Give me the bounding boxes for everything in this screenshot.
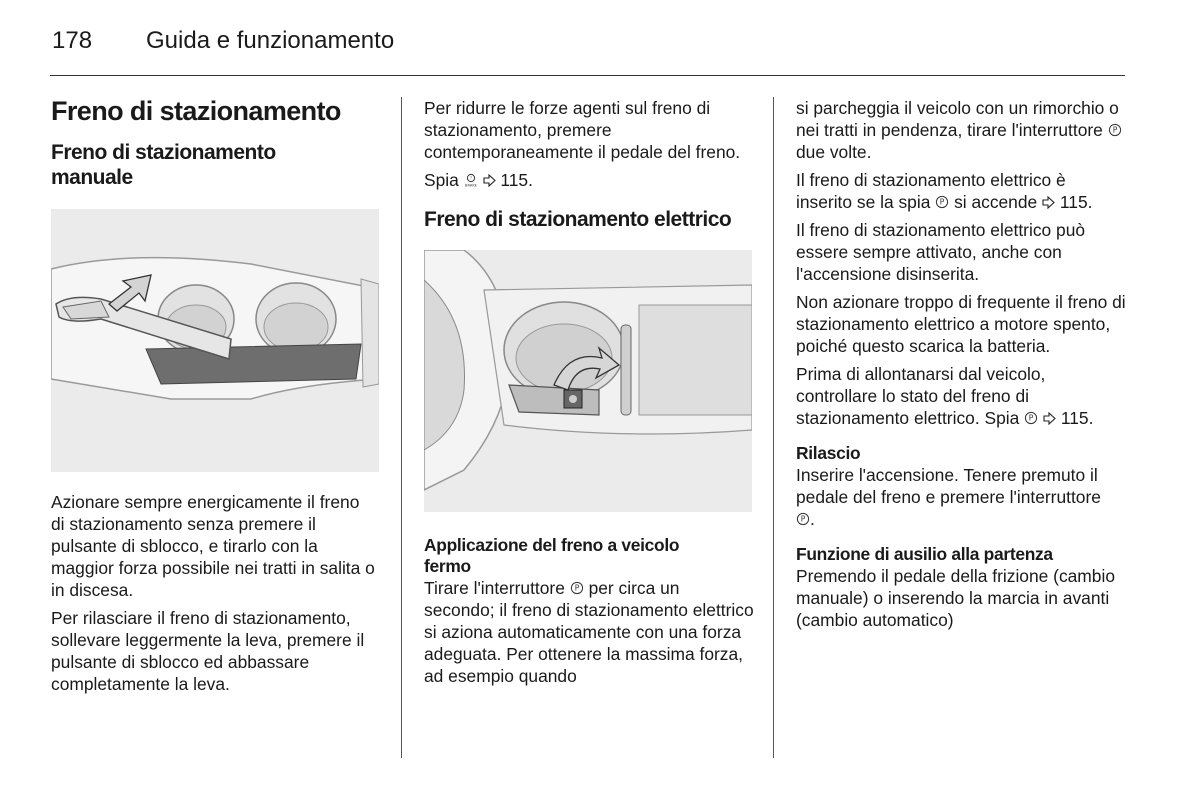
- text-segment: Prima di allontanarsi dal veicolo, controllare lo stato del freno di stazionamento elettrico. Spia: [796, 364, 1046, 428]
- reference-arrow-icon: [1042, 196, 1055, 209]
- paragraph-reduce-forces: Per ridurre le forze agenti sul freno di stazionamento, premere contemporaneamente il pedale del freno.: [424, 98, 741, 162]
- paragraph-engaged: [796, 169, 1096, 213]
- spia-label: Spia: [424, 170, 459, 190]
- column-divider-2: [773, 97, 774, 758]
- paragraph-trailer: [796, 97, 1126, 163]
- text-segment: due volte.: [796, 142, 872, 162]
- subheading-manual-parking-brake: Freno di stazionamento manuale: [51, 141, 276, 189]
- reference-arrow-icon: [1043, 412, 1056, 425]
- brake-warning-icon: [464, 173, 478, 187]
- text-segment: .: [810, 509, 815, 529]
- electric-parking-brake-illustration: [424, 250, 752, 512]
- column-1-body: [51, 491, 386, 701]
- parking-brake-p-icon: [570, 581, 584, 595]
- column-3: [796, 97, 1131, 637]
- text-segment: Il freno di stazionamento elettrico è inserito se la spia: [796, 170, 1066, 212]
- column-2: [424, 97, 759, 232]
- section-heading-parking-brake: Freno di stazionamento: [51, 96, 341, 126]
- paragraph-battery-warning: Non azionare troppo di frequente il freno di stazionamento elettrico a motore spento, poiché questo scarica la batteria.: [796, 292, 1126, 356]
- paragraph-always-active: Il freno di stazionamento elettrico può essere sempre attivato, anche con l'accensione disinserita.: [796, 220, 1086, 284]
- paragraph-release-electric: [796, 464, 1106, 530]
- paragraph-apply-manual: Azionare sempre energicamente il freno di stazionamento senza premere il pulsante di sblocco, e tirarlo con la maggior forza possibile nei tratti in salita o in discesa.: [51, 492, 375, 600]
- reference-arrow-icon: [483, 174, 496, 187]
- page-number: 178: [52, 27, 93, 54]
- column-1: [51, 95, 386, 190]
- paragraph-check-status: [796, 363, 1126, 429]
- subheading-start-assist: Funzione di ausilio alla partenza: [796, 544, 1053, 564]
- manual-parking-brake-illustration: [51, 209, 379, 472]
- header-rule: [50, 75, 1125, 76]
- subheading-apply-stationary: Applicazione del freno a veicolo fermo: [424, 535, 680, 576]
- text-segment: si accende: [954, 192, 1038, 212]
- column-divider-1: [401, 97, 402, 758]
- svg-text:BRAKE: BRAKE: [464, 183, 477, 187]
- spia-reference: 115.: [500, 170, 533, 190]
- paragraph-apply-electric: [424, 577, 754, 687]
- text-segment: per circa un secondo; il freno di stazionamento elettrico si aziona automaticamente con una forza adeguata. Per ottenere la massima forza, ad esempio quando: [424, 578, 754, 686]
- reference-text: 115.: [1059, 192, 1093, 212]
- svg-text:P: P: [800, 514, 806, 524]
- page-header-title: Guida e funzionamento: [146, 27, 395, 54]
- parking-brake-p-icon: [1108, 123, 1122, 137]
- heading-electric-parking-brake: Freno di stazionamento elettrico: [424, 208, 732, 231]
- text-segment: Tirare l'interruttore: [424, 578, 565, 598]
- column-2-body: [424, 535, 759, 693]
- paragraph-release-manual: Per rilasciare il freno di stazionamento, sollevare leggermente la leva, premere il pulsante di sblocco ed abbassare completamente la leva.: [51, 608, 365, 694]
- subheading-release: Rilascio: [796, 443, 861, 463]
- svg-text:P: P: [1112, 125, 1117, 135]
- svg-text:!: !: [469, 176, 472, 182]
- paragraph-spia-1: [424, 169, 759, 191]
- svg-text:P: P: [939, 197, 945, 207]
- text-segment: si parcheggia il veicolo con un rimorchio o nei tratti in pendenza, tirare l'interruttore: [796, 98, 1119, 140]
- parking-brake-p-icon: [1024, 411, 1038, 425]
- svg-text:P: P: [574, 583, 579, 593]
- svg-text:P: P: [1028, 413, 1034, 423]
- parking-brake-p-icon: [796, 512, 810, 526]
- reference-text: 115.: [1060, 408, 1094, 428]
- text-segment: Inserire l'accensione. Tenere premuto il pedale del freno e premere l'interruttore: [796, 465, 1101, 507]
- parking-brake-p-icon: [935, 195, 949, 209]
- paragraph-start-assist: Premendo il pedale della frizione (cambio manuale) o inserendo la marcia in avanti (cambio automatico): [796, 566, 1116, 630]
